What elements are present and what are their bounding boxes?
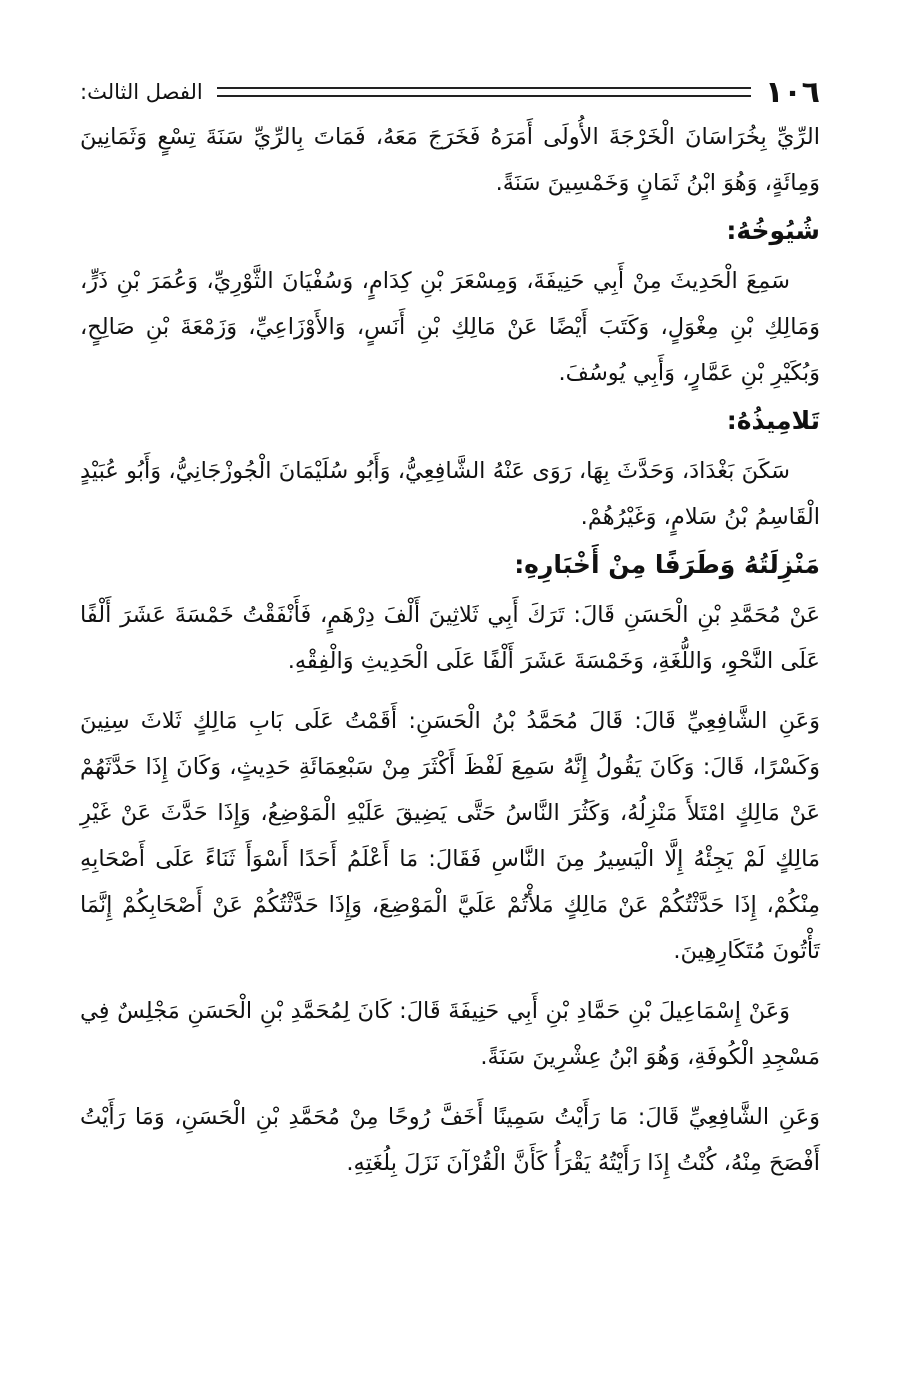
page-header — [80, 70, 820, 114]
body-paragraph: سَمِعَ الْحَدِيثَ مِنْ أَبِي حَنِيفَةَ، وَمِسْعَرَ بْنِ كِدَامٍ، وَسُفْيَانَ الثَّوْرِيِّ، وَعُمَرَ بْنِ ذَرٍّ، وَمَالِكِ بْنِ مِغْوَلٍ، وَكَتَبَ أَيْضًا عَنْ مَالِكِ بْنِ أَنَسٍ، وَالأَوْزَاعِيِّ، وَزَمْعَةَ بْنِ صَالِحٍ، وَبُكَيْرِ بْنِ عَمَّارٍ، وَأَبِي يُوسُفَ. — [80, 268, 820, 386]
paragraph-gap — [80, 1080, 820, 1094]
page-number: ١٠٦ — [765, 74, 820, 110]
body-paragraph: وَعَنِ الشَّافِعِيِّ قَالَ: مَا رَأَيْتُ سَمِينًا أَخَفَّ رُوحًا مِنْ مُحَمَّدِ بْنِ الْحَسَنِ، وَمَا رَأَيْتُ أَفْصَحَ مِنْهُ، كُنْتُ إِذَا رَأَيْتُهُ يَقْرَأُ كَأَنَّ الْقُرْآنَ نَزَلَ بِلُغَتِهِ. — [80, 1104, 820, 1176]
section-heading: شُيُوخُهُ: — [726, 216, 820, 245]
paragraph-gap — [80, 684, 820, 698]
body-paragraph: الرِّيِّ بِخُرَاسَانَ الْخَرْجَةَ الأُولَى أَمَرَهُ فَخَرَجَ مَعَهُ، فَمَاتَ بِالرِّيِّ سَنَةَ تِسْعٍ وَثَمَانِينَ وَمِائَةٍ، وَهُوَ ابْنُ ثَمَانٍ وَخَمْسِينَ سَنَةً. — [80, 124, 820, 196]
chapter-title: الفصل الثالث: — [80, 80, 203, 104]
paragraph-gap — [80, 974, 820, 988]
section-heading: تَلامِيذُهُ: — [726, 406, 820, 435]
document-page — [80, 70, 820, 1360]
section-heading: مَنْزِلَتُهُ وَطَرَفًا مِنْ أَخْبَارِهِ: — [514, 550, 820, 579]
body-paragraph: عَنْ مُحَمَّدِ بْنِ الْحَسَنِ قَالَ: تَرَكَ أَبِي ثَلاثِينَ أَلْفَ دِرْهَمٍ، فَأَنْفَقْتُ خَمْسَةَ عَشَرَ أَلْفًا عَلَى النَّحْوِ، وَاللُّغَةِ، وَخَمْسَةَ عَشَرَ أَلْفًا عَلَى الْحَدِيثِ وَالْفِقْهِ. — [80, 602, 820, 674]
body-paragraph: وَعَنْ إِسْمَاعِيلَ بْنِ حَمَّادِ بْنِ أَبِي حَنِيفَةَ قَالَ: كَانَ لِمُحَمَّدِ بْنِ الْحَسَنِ مَجْلِسٌ فِي مَسْجِدِ الْكُوفَةِ، وَهُوَ ابْنُ عِشْرِينَ سَنَةً. — [80, 998, 820, 1070]
body-text — [80, 114, 820, 1186]
body-paragraph: وَعَنِ الشَّافِعِيِّ قَالَ: قَالَ مُحَمَّدُ بْنُ الْحَسَنِ: أَقَمْتُ عَلَى بَابِ مَالِكٍ ثَلاثَ سِنِينَ وَكَسْرًا، قَالَ: وَكَانَ يَقُولُ إِنَّهُ سَمِعَ لَفْظَ أَكْثَرَ مِنْ سَبْعِمَائَةِ حَدِيثٍ، وَكَانَ إِذَا حَدَّثَهُمْ عَنْ مَالِكٍ امْتَلأَ مَنْزِلُهُ، وَكَثُرَ النَّاسُ حَتَّى يَضِيقَ عَلَيْهِ الْمَوْضِعُ، وَإِذَا حَدَّثَ عَنْ غَيْرِ مَالِكٍ لَمْ يَجِئْهُ إِلَّا الْيَسِيرُ مِنَ النَّاسِ فَقَالَ: مَا أَعْلَمُ أَحَدًا أَسْوَأَ ثَنَاءً عَلَى أَصْحَابِهِ مِنْكُمْ، إِذَا حَدَّثْتُكُمْ عَنْ مَالِكٍ مَلأْتُمْ عَلَيَّ الْمَوْضِعَ، وَإِذَا حَدَّثْتُكُمْ عَنْ أَصْحَابِكُمْ إِنَّمَا تَأْتُونَ مُتَكَارِهِينَ. — [80, 708, 820, 964]
body-paragraph: سَكَنَ بَغْدَادَ، وَحَدَّثَ بِهَا، رَوَى عَنْهُ الشَّافِعِيُّ، وَأَبُو سُلَيْمَانَ الْجُوزْجَانِيُّ، وَأَبُو عُبَيْدٍ الْقَاسِمُ بْنُ سَلامٍ، وَغَيْرُهُمْ. — [80, 458, 820, 530]
header-rule — [217, 87, 751, 97]
